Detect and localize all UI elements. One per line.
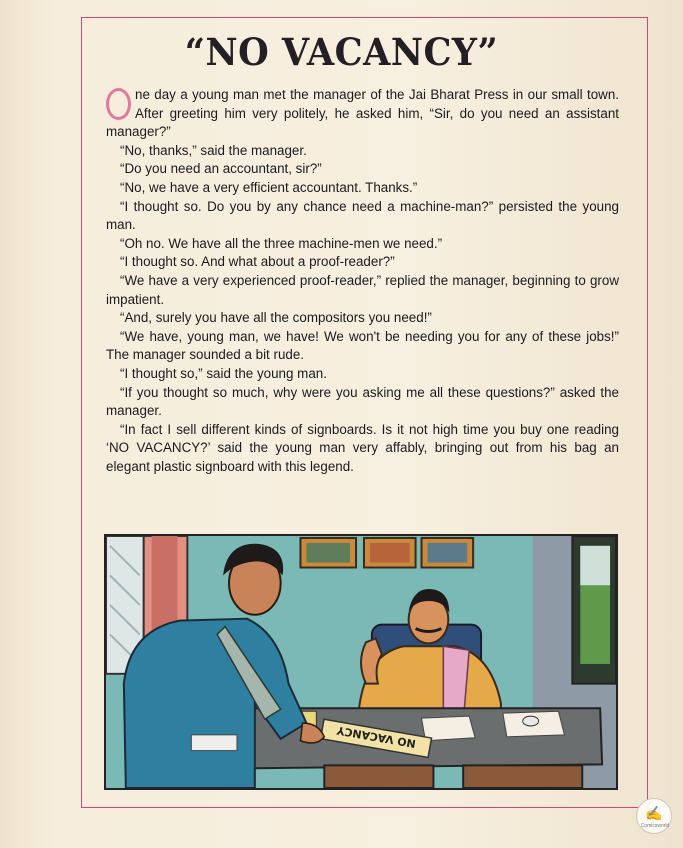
- story-title: “NO VACANCY”: [184, 30, 499, 74]
- wall-picture-3-art: [427, 543, 467, 563]
- illustration-scene: [106, 536, 616, 788]
- paragraph-4: “No, we have a very efficient accountant. Thanks.”: [120, 179, 418, 195]
- window-sky: [580, 546, 610, 585]
- watermark-logo: [636, 798, 672, 834]
- young-man-bag: [191, 735, 237, 751]
- paragraph-13: “In fact I sell different kinds of signboards. Is it not high time you buy one reading ‘NO VACANCY?’ said the young man very affably, bringing out from his bag an elegant plastic signboard with this legend.: [106, 421, 619, 474]
- story-text: [106, 86, 619, 476]
- paragraph-6: “Oh no. We have all the three machine-men we need.”: [120, 235, 443, 251]
- paragraph-12: “If you thought so much, why were you asking me all these questions?” asked the manager.: [106, 384, 619, 419]
- paragraph-8: “We have a very experienced proof-reader,” replied the manager, beginning to grow impatient.: [106, 272, 619, 307]
- wall-picture-2-art: [370, 543, 410, 563]
- paragraph-3: “Do you need an accountant, sir?”: [120, 161, 322, 177]
- paragraph-11: “I thought so,” said the young man.: [120, 365, 327, 381]
- signboard-text: NO VACANCY: [335, 723, 417, 751]
- watermark-text: Comicsworld: [640, 823, 670, 829]
- paragraph-7: “I thought so. And what about a proof-reader?”: [120, 254, 395, 270]
- paragraph-2: “No, thanks,” said the manager.: [120, 142, 307, 158]
- story-illustration: [104, 534, 618, 790]
- desk-drawer-right: [463, 765, 582, 788]
- paragraph-9: “And, surely you have all the compositors you need!”: [120, 310, 432, 326]
- paragraph-5: “I thought so. Do you by any chance need a machine-man?” persisted the young man.: [106, 198, 619, 233]
- paragraph-1: ne day a young man met the manager of the Jai Bharat Press in our small town. After greeting him very politely, he asked him, “Sir, do you need an assistant manager?”: [106, 87, 619, 140]
- paperweight: [523, 716, 539, 726]
- wall-picture-1-art: [306, 543, 350, 563]
- paragraph-10: “We have, young man, we have! We won't be needing you for any of these jobs!” The manager sounded a bit rude.: [106, 328, 619, 363]
- drop-cap: [106, 88, 131, 120]
- watermark-pen-icon: ✍: [645, 805, 663, 821]
- desk-drawer-left: [324, 765, 433, 788]
